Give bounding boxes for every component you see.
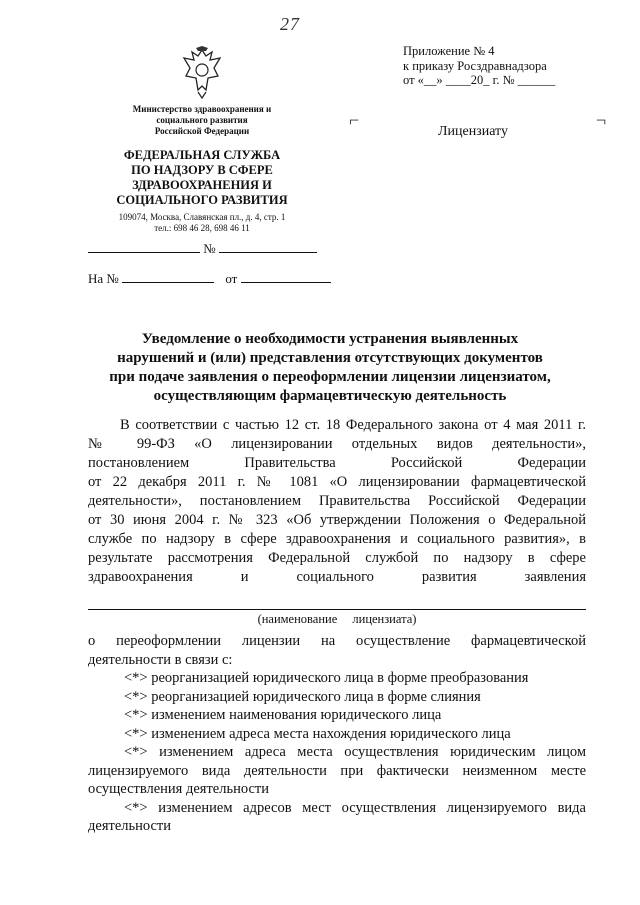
body-line: от 30 июня 2004 г. № 323 «Об утверждении Положения о Федеральной [88,512,586,528]
list-item: <*> изменением адреса места осуществления юридическим лицом [124,744,586,760]
incoming-date-blank [241,270,331,283]
service-address [110,212,294,234]
list-item: <*> изменением адресов мест осуществления лицензируемого вида [124,799,586,816]
incoming-number-blank [122,270,214,283]
page-number-handwritten: 27 [280,14,300,34]
number-sign: № [203,241,216,256]
appendix-line: от «__» ____20_ г. № ______ [403,73,556,87]
service-line: СОЦИАЛЬНОГО РАЗВИТИЯ [116,193,288,207]
recipient-label: Лицензиату [438,124,508,139]
body-line: от 22 декабря 2011 г. № 1081 «О лицензировании фармацевтической [88,474,586,490]
incoming-ref-line [88,270,331,287]
ministry-line: Министерство здравоохранения и [132,104,272,114]
list-intro: деятельности в связи с: [88,651,233,668]
ministry-line: Российской Федерации [154,126,250,136]
body-paragraph [88,416,586,587]
ot-label: от [225,271,238,286]
body-line: деятельности», постановлением Правительства Российской Федерации [88,493,586,509]
list-item-continuation: деятельности [88,818,172,834]
document-title [50,330,610,406]
appendix-block [403,44,555,88]
title-line: осуществляющим фармацевтическую деятельность [153,388,507,404]
list-intro: о переоформлении лицензии на осуществление фармацевтической [88,633,586,649]
outgoing-ref-line [88,240,317,257]
reasons-list [88,632,586,836]
ministry-name [112,104,292,137]
left-corner-mark: ⌐ [349,110,360,130]
phone-line: тел.: 698 46 28, 698 46 11 [154,223,250,233]
body-line: постановлением Правительства Российской Федерации [88,455,586,471]
na-label: На № [88,271,119,286]
list-item-continuation: осуществления деятельности [88,781,269,797]
body-line: № 99-ФЗ «О лицензировании отдельных видов деятельности», [88,436,586,452]
list-item-continuation: лицензируемого вида деятельности при фактически неизменном месте [88,762,586,779]
service-name [110,148,294,208]
appendix-line: к приказу Росздравнадзора [403,58,547,73]
ministry-line: социального развития [156,115,248,125]
address-line: 109074, Москва, Славянская пл., д. 4, стр. 1 [118,212,286,222]
title-line: нарушений и (или) представления отсутствующих документов [117,350,543,366]
outgoing-number-blank [219,240,317,253]
list-item: <*> реорганизацией юридического лица в форме преобразования [124,670,529,686]
service-line: ЗДРАВООХРАНЕНИЯ И [132,178,272,192]
title-line: при подаче заявления о переоформлении лицензии лицензиатом, [109,369,551,385]
outgoing-date-blank [88,240,200,253]
licensee-name-caption: (наименование лицензиата) [257,612,417,626]
appendix-line: Приложение № 4 [403,44,495,58]
list-item: <*> изменением наименования юридического лица [124,707,442,723]
service-line: ФЕДЕРАЛЬНАЯ СЛУЖБА [123,148,281,162]
body-line: здравоохранения и социального развития заявления [88,569,586,585]
list-item: <*> изменением адреса места нахождения юридического лица [124,725,511,742]
right-corner-mark: ¬ [596,110,607,130]
coat-of-arms-icon [178,46,226,100]
body-line: В соответствии с частью 12 ст. 18 Федерального закона от 4 мая 2011 г. [120,417,586,433]
list-item: <*> реорганизацией юридического лица в форме слияния [124,688,481,705]
body-line: службе по надзору в сфере здравоохранения и социального развития», в [88,531,586,547]
title-line: Уведомление о необходимости устранения выявленных [141,331,519,347]
licensee-name-blank [88,609,586,610]
service-line: ПО НАДЗОРУ В СФЕРЕ [131,163,273,177]
body-line: результате рассмотрения Федеральной службой по надзору в сфере [88,550,586,566]
